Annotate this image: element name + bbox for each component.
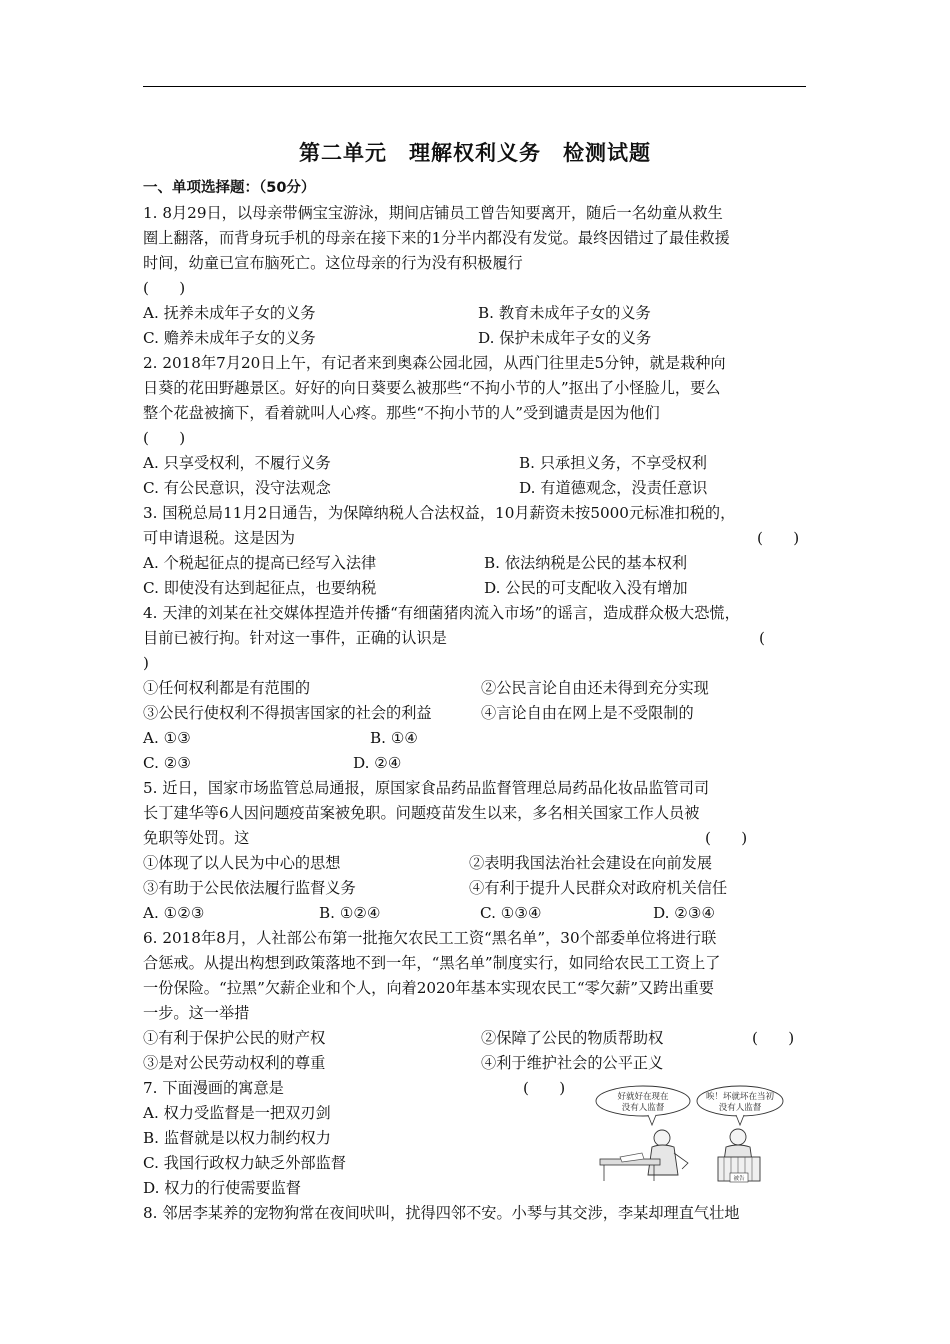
- q2-line: 2. 2018年7月20日上午，有记者来到奥森公园北园，从西门往里走5分钟，就是栽种向: [143, 354, 726, 372]
- q1-option-b: B. 教育未成年子女的义务: [478, 304, 651, 322]
- q7-option-a: A. 权力受监督是一把双刃剑: [143, 1104, 331, 1122]
- q3-option-b: B. 依法纳税是公民的基本权利: [484, 554, 688, 572]
- q2-option-c: C. 有公民意识，没守法观念: [143, 479, 331, 497]
- q3-option-c: C. 即使没有达到起征点，也要纳税: [143, 579, 377, 597]
- cartoon-image: [590, 1083, 786, 1187]
- q2-option-a: A. 只享受权利，不履行义务: [143, 454, 331, 472]
- bubble-left-line: 好就好在现在: [617, 1092, 669, 1102]
- q6-statement-2: ②保障了公民的物质帮助权: [481, 1029, 664, 1047]
- q4-paren-close: ): [143, 654, 149, 672]
- q6-statement-4: ④利于维护社会的公平正义: [481, 1054, 664, 1072]
- dock-sign: 被告: [733, 1176, 745, 1182]
- q5-paren: ( ): [705, 829, 748, 847]
- q1-option-c: C. 赡养未成年子女的义务: [143, 329, 316, 347]
- q2-paren: ( ): [143, 429, 186, 447]
- q4-option-d: D. ②④: [353, 754, 402, 772]
- q5-option-c: C. ①③④: [480, 904, 542, 922]
- page-title: 第二单元 理解权利义务 检测试题: [299, 141, 651, 165]
- q7-stem: 7. 下面漫画的寓意是: [143, 1079, 284, 1097]
- bubble-right-line: 唉！坏就坏在当初: [705, 1092, 775, 1102]
- q7-option-b: B. 监督就是以权力制约权力: [143, 1129, 331, 1147]
- q3-line: 可申请退税。这是因为: [143, 529, 295, 547]
- q6-line: 一步。这一举措: [143, 1004, 250, 1022]
- q2-option-d: D. 有道德观念，没责任意识: [519, 479, 708, 497]
- header-rule: [143, 86, 806, 87]
- q1-option-d: D. 保护未成年子女的义务: [478, 329, 652, 347]
- q1-line: 圈上翻落，而背身玩手机的母亲在接下来的1分半内都没有发觉。最终因错过了最佳救援: [143, 229, 730, 247]
- q1-line: 时间，幼童已宣布脑死亡。这位母亲的行为没有积极履行: [143, 254, 523, 272]
- q5-option-a: A. ①②③: [143, 904, 205, 922]
- q5-statement-4: ④有利于提升人民群众对政府机关信任: [469, 879, 728, 897]
- q4-paren-open: (: [759, 629, 765, 647]
- q1-paren: ( ): [143, 279, 186, 297]
- q1-option-a: A. 抚养未成年子女的义务: [143, 304, 316, 322]
- q1-line: 1. 8月29日，以母亲带俩宝宝游泳，期间店铺员工曾告知要离开，随后一名幼童从救生: [143, 204, 723, 222]
- q7-option-d: D. 权力的行使需要监督: [143, 1179, 301, 1197]
- q3-option-d: D. 公民的可支配收入没有增加: [484, 579, 688, 597]
- q5-option-b: B. ①②④: [319, 904, 381, 922]
- q4-line: 目前已被行拘。针对这一事件，正确的认识是: [143, 629, 447, 647]
- q4-statement-3: ③公民行使权利不得损害国家的社会的利益: [143, 704, 432, 722]
- bubble-left-line: 没有人监督: [621, 1103, 665, 1113]
- bubble-right-line: 没有人监督: [718, 1103, 762, 1113]
- q5-line: 5. 近日，国家市场监管总局通报，原国家食品药品监督管理总局药品化妆品监管司司: [143, 779, 710, 797]
- q3-option-a: A. 个税起征点的提高已经写入法律: [143, 554, 377, 572]
- q5-statement-1: ①体现了以人民为中心的思想: [143, 854, 341, 872]
- q4-option-b: B. ①④: [370, 729, 419, 747]
- q2-option-b: B. 只承担义务，不享受权利: [519, 454, 707, 472]
- q6-statement-3: ③是对公民劳动权利的尊重: [143, 1054, 326, 1072]
- q5-statement-2: ②表明我国法治社会建设在向前发展: [469, 854, 712, 872]
- q4-statement-1: ①任何权利都是有范围的: [143, 679, 311, 697]
- q7-paren: ( ): [523, 1079, 566, 1097]
- q6-line: 一份保险。“拉黑”欠薪企业和个人，向着2020年基本实现农民工“零欠薪”又跨出重要: [143, 979, 714, 997]
- q6-paren: ( ): [752, 1029, 795, 1047]
- q5-line: 免职等处罚。这: [143, 829, 250, 847]
- q3-line: 3. 国税总局11月2日通告，为保障纳税人合法权益，10月薪资未按5000元标准扣税的，: [143, 504, 736, 522]
- q4-line: 4. 天津的刘某在社交媒体捏造并传播“有细菌猪肉流入市场”的谣言，造成群众极大恐慌，: [143, 604, 740, 622]
- q8-line: 8. 邻居李某养的宠物狗常在夜间吠叫，扰得四邻不安。小琴与其交涉，李某却理直气壮地: [143, 1204, 740, 1222]
- q4-option-a: A. ①③: [143, 729, 191, 747]
- q4-option-c: C. ②③: [143, 754, 191, 772]
- q7-option-c: C. 我国行政权力缺乏外部监督: [143, 1154, 346, 1172]
- section-heading: 一、单项选择题：（50分）: [143, 180, 316, 196]
- q4-statement-2: ②公民言论自由还未得到充分实现: [481, 679, 709, 697]
- q2-line: 整个花盘被摘下，看着就叫人心疼。那些“不拘小节的人”受到谴责是因为他们: [143, 404, 660, 422]
- q6-statement-1: ①有利于保护公民的财产权: [143, 1029, 326, 1047]
- q6-line: 合惩戒。从提出构想到政策落地不到一年，“黑名单”制度实行，如同给农民工工资上了: [143, 954, 721, 972]
- q5-line: 长丁建华等6人因问题疫苗案被免职。问题疫苗发生以来，多名相关国家工作人员被: [143, 804, 700, 822]
- q3-paren: ( ): [757, 529, 800, 547]
- q4-statement-4: ④言论自由在网上是不受限制的: [481, 704, 694, 722]
- q5-option-d: D. ②③④: [653, 904, 716, 922]
- q5-statement-3: ③有助于公民依法履行监督义务: [143, 879, 356, 897]
- q6-line: 6. 2018年8月，人社部公布第一批拖欠农民工工资“黑名单”，30个部委单位将进行联: [143, 929, 717, 947]
- q2-line: 日葵的花田野趣景区。好好的向日葵要么被那些“不拘小节的人”抠出了小怪脸儿，要么: [143, 379, 721, 397]
